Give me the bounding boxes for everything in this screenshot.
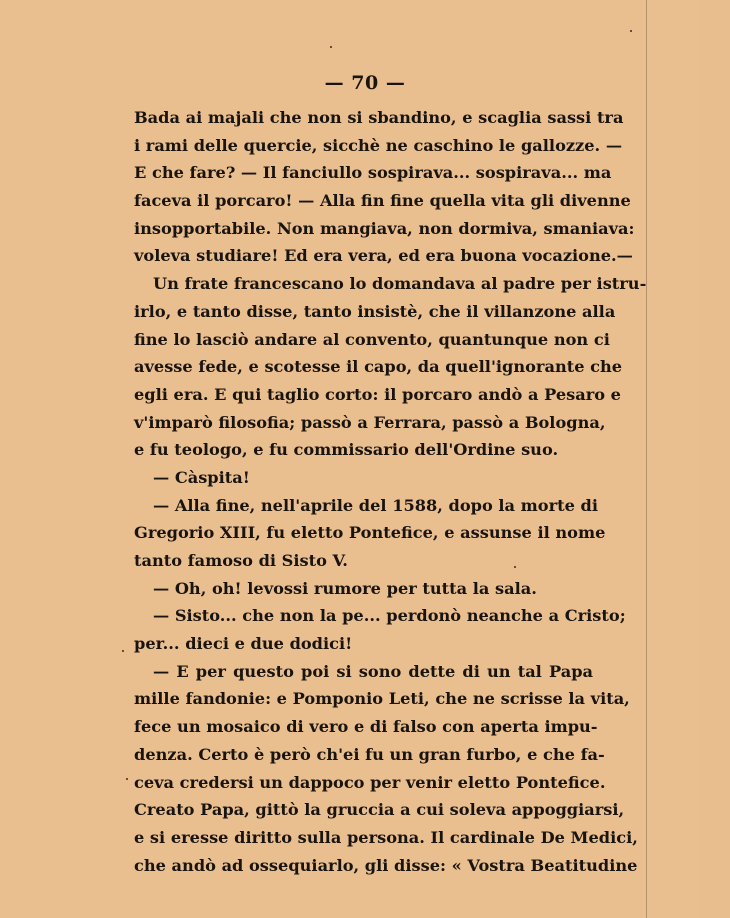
text-line: ceva credersi un dappoco per venir eletto Pontefice. [134,772,606,792]
text-line: e si eresse diritto sulla persona. Il cardinale De Medici, [134,827,638,847]
text-line: voleva studiare! Ed era vera, ed era buona vocazione.— [134,246,633,266]
text-line: Creato Papa, gittò la gruccia a cui soleva appoggiarsi, [134,800,625,820]
print-speck [514,566,516,568]
text-line: — Alla fine, nell'aprile del 1588, dopo la morte di [153,495,599,515]
print-speck [122,650,124,652]
text-line: mille fandonie: e Pomponio Leti, che ne scrisse la vita, [134,689,630,709]
text-line: egli era. E qui taglio corto: il porcaro andò a Pesaro e [134,384,621,404]
body-text [134,104,647,879]
text-line: irlo, e tanto disse, tanto insistè, che il villanzone alla [134,301,616,321]
text-line: faceva il porcaro! — Alla fin fine quella vita gli divenne [134,191,631,211]
page-number: — 70 — [324,72,406,94]
text-line: tanto famoso di Sisto V. [134,551,348,570]
print-speck [630,30,632,32]
text-line: — E per questo poi si sono dette di un tal Papa [153,661,593,681]
text-line: — Càspita! [153,467,250,487]
text-line: avesse fede, e scotesse il capo, da quell'ignorante che [134,357,623,377]
text-line: che andò ad ossequiarlo, gli disse: « Vostra Beatitudine [134,855,638,875]
text-line: per... dieci e due dodici! [134,634,353,654]
text-line: — Sisto... che non la pe... perdonò neanche a Cristo; [153,606,626,626]
text-line: denza. Certo è però ch'ei fu un gran furbo, e che fa- [134,744,605,764]
text-line: insopportabile. Non mangiava, non dormiva, smaniava: [134,218,635,238]
text-line: i rami delle quercie, sicchè ne caschino le gallozze. — [134,135,623,155]
text-line: Bada ai majali che non si sbandino, e scaglia sassi tra [134,108,624,127]
text-line: v'imparò filosofia; passò a Ferrara, passò a Bologna, [134,412,606,432]
text-line: fece un mosaico di vero e di falso con aperta impu- [134,717,598,737]
text-line: E che fare? — Il fanciullo sospirava... sospirava... ma [134,163,612,183]
print-speck [126,778,128,780]
page-edge-line [646,0,647,918]
text-line: — Oh, oh! levossi rumore per tutta la sala. [153,578,537,598]
text-line: Un frate francescano lo domandava al padre per istru- [153,274,647,294]
print-speck [330,46,332,48]
text-line: e fu teologo, e fu commissario dell'Ordine suo. [134,440,559,460]
text-line: fine lo lasciò andare al convento, quantunque non ci [134,329,610,349]
text-line: Gregorio XIII, fu eletto Pontefice, e assunse il nome [134,523,606,543]
